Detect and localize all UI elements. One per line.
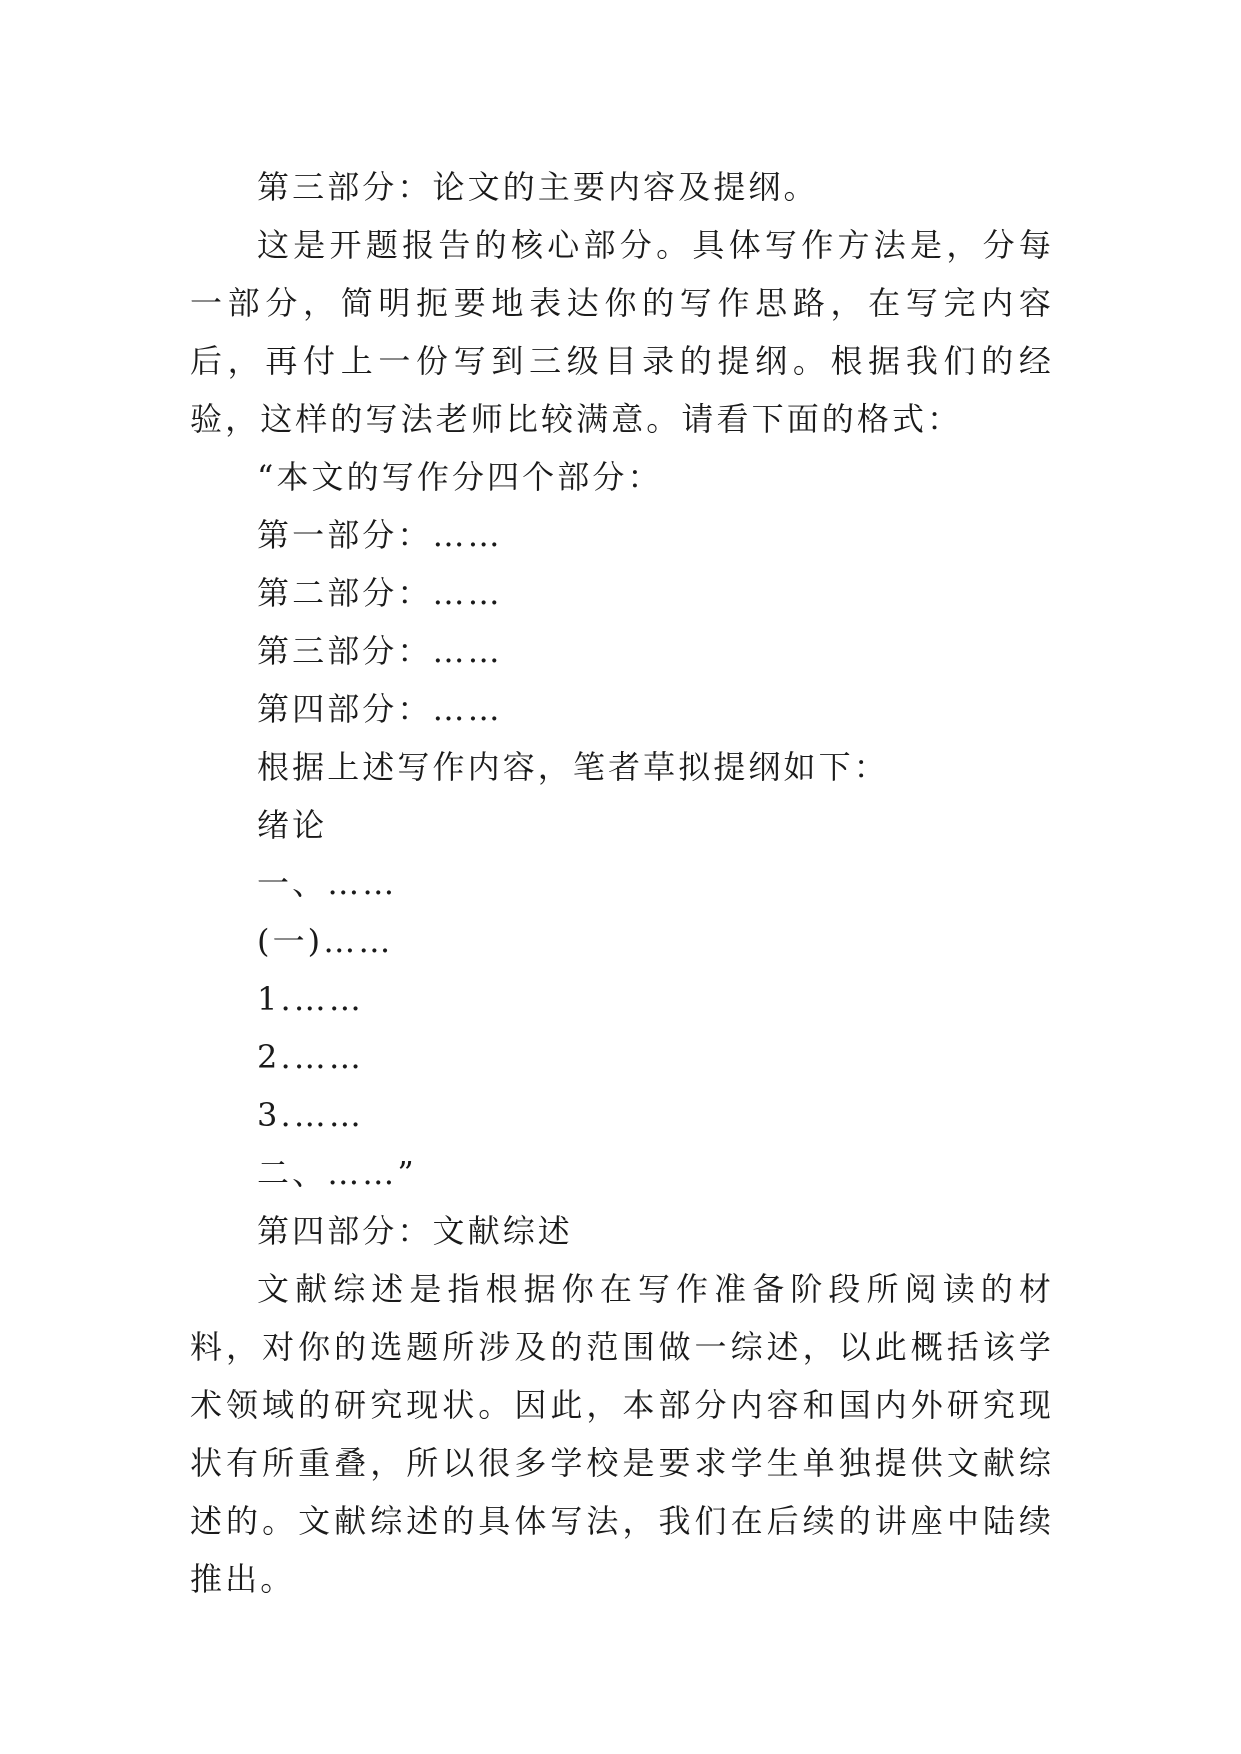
outline-item-level3-1: 1.……	[257, 980, 364, 1018]
outline-item-level3-3: 3.……	[257, 1096, 364, 1134]
outline-part-two: 第二部分：……	[257, 574, 503, 612]
outline-item-introduction: 绪论	[257, 806, 328, 844]
section-heading-part-four: 第四部分：文献综述	[257, 1212, 573, 1250]
outline-part-three: 第三部分：……	[257, 632, 503, 670]
outline-draft-intro: 根据上述写作内容，笔者草拟提纲如下：	[257, 748, 889, 786]
outline-part-one: 第一部分：……	[257, 516, 503, 554]
outline-item-level2: (一)……	[257, 922, 394, 960]
outline-item-level1-second: 二、……”	[257, 1154, 417, 1192]
outline-intro-line: “本文的写作分四个部分：	[257, 458, 663, 496]
outline-item-level1: 一、……	[257, 864, 398, 902]
outline-item-level3-2: 2.……	[257, 1038, 364, 1076]
paragraph-literature-review: 文献综述是指根据你在写作准备阶段所阅读的材料，对你的选题所涉及的范围做一综述，以此概括该学术领域的研究现状。因此，本部分内容和国内外研究现状有所重叠，所以很多学校是要求学生单独提供文献综述的。文献综述的具体写法，我们在后续的讲座中陆续推出。	[190, 1270, 1054, 1598]
section-heading-part-three: 第三部分：论文的主要内容及提纲。	[257, 168, 819, 206]
document-body	[190, 158, 1054, 1608]
outline-part-four: 第四部分：……	[257, 690, 503, 728]
paragraph-core-part: 这是开题报告的核心部分。具体写作方法是，分每一部分，简明扼要地表达你的写作思路，在写完内容后，再付上一份写到三级目录的提纲。根据我们的经验，这样的写法老师比较满意。请看下面的格式：	[190, 226, 1054, 438]
